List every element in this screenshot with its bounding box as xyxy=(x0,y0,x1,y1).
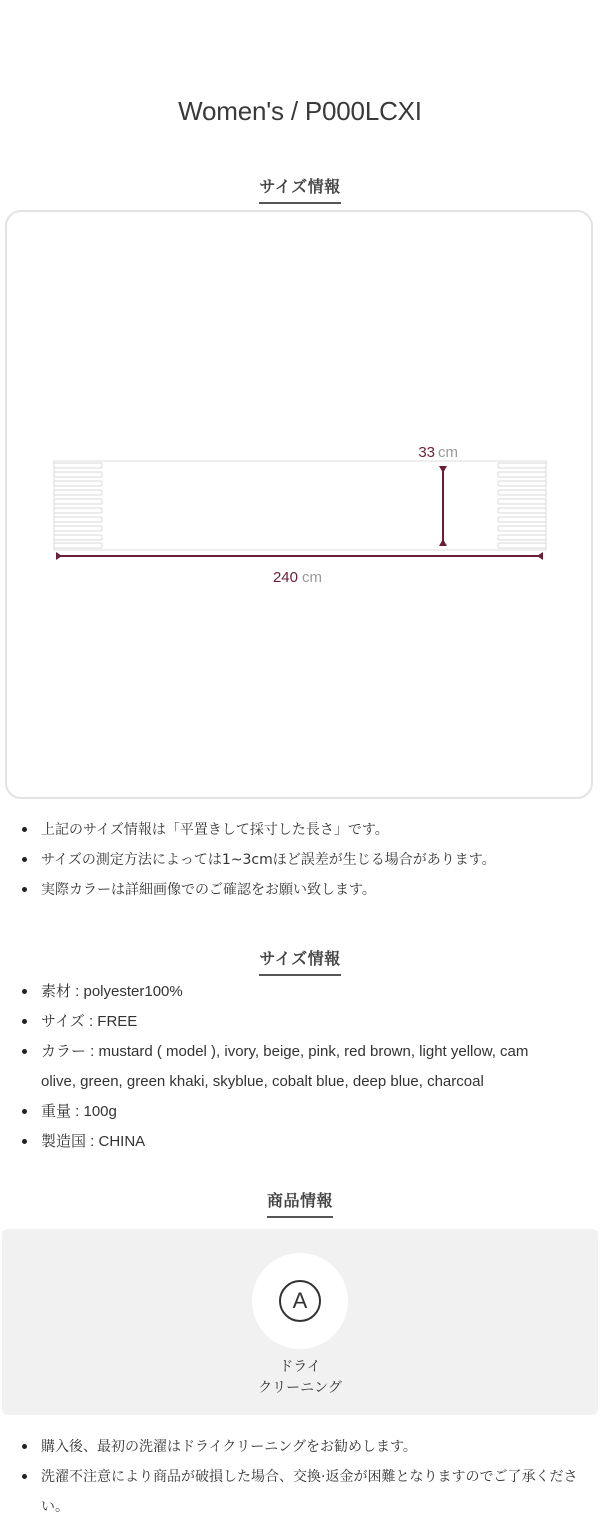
left-fringe xyxy=(54,463,102,548)
page-title: Women's / P000LCXI xyxy=(178,96,422,126)
height-measure-line xyxy=(439,466,447,546)
dry-clean-icon: A xyxy=(279,1280,321,1322)
height-value-label: 33 xyxy=(418,444,435,461)
size-section-title-text: サイズ情報 xyxy=(259,174,340,204)
spec-colors-line1: カラー : mustard ( model ), ivory, beige, pink, red brown, light yellow, cam xyxy=(41,1043,529,1060)
spec-weight: 重量 : 100g xyxy=(0,1097,600,1127)
spec-section-title-text: サイズ情報 xyxy=(259,946,340,976)
height-unit-label: cm xyxy=(438,444,458,461)
care-label-line2: クリーニング xyxy=(258,1380,342,1396)
care-label-line1: ドライ xyxy=(279,1359,321,1375)
size-diagram-box xyxy=(5,210,593,799)
list-item: サイズの測定方法によっては1~3cmほど誤差が生じる場合があります。 xyxy=(0,845,600,875)
spec-colors-line2: olive, green, green khaki, skyblue, cobalt blue, deep blue, charcoal xyxy=(41,1073,484,1090)
spec-colors-continued xyxy=(0,1067,600,1097)
product-section-title-text: 商品情報 xyxy=(267,1188,333,1218)
scarf-body xyxy=(54,461,546,550)
spec-size: サイズ : FREE xyxy=(0,1007,600,1037)
spec-material: 素材 : polyester100% xyxy=(0,977,600,1007)
width-value-label: 240 xyxy=(272,569,298,586)
list-item: 実際カラーは詳細画像でのご確認をお願い致します。 xyxy=(0,875,600,905)
product-section-title xyxy=(0,1188,600,1218)
list-item: 購入後、最初の洗濯はドライクリーニングをお勧めします。 xyxy=(0,1432,600,1462)
list-item-continued: い。 xyxy=(41,1499,69,1515)
size-notes-list xyxy=(0,815,600,905)
right-fringe xyxy=(498,463,546,548)
care-box xyxy=(2,1229,598,1415)
list-item: 洗濯不注意により商品が破損した場合、交換·返金が困難となりますのでご了承くださ xyxy=(0,1462,600,1492)
spec-colors xyxy=(0,1037,600,1067)
care-notes-list xyxy=(0,1432,600,1522)
list-item: 上記のサイズ情報は「平置きして採寸した長さ」です。 xyxy=(0,815,600,845)
care-label xyxy=(2,1357,598,1399)
width-unit-label: cm xyxy=(302,569,322,586)
spec-origin: 製造国 : CHINA xyxy=(0,1127,600,1157)
spec-list xyxy=(0,977,600,1157)
care-icon-circle xyxy=(252,1253,348,1349)
width-measure-line xyxy=(56,552,543,560)
spec-section-title xyxy=(0,946,600,976)
